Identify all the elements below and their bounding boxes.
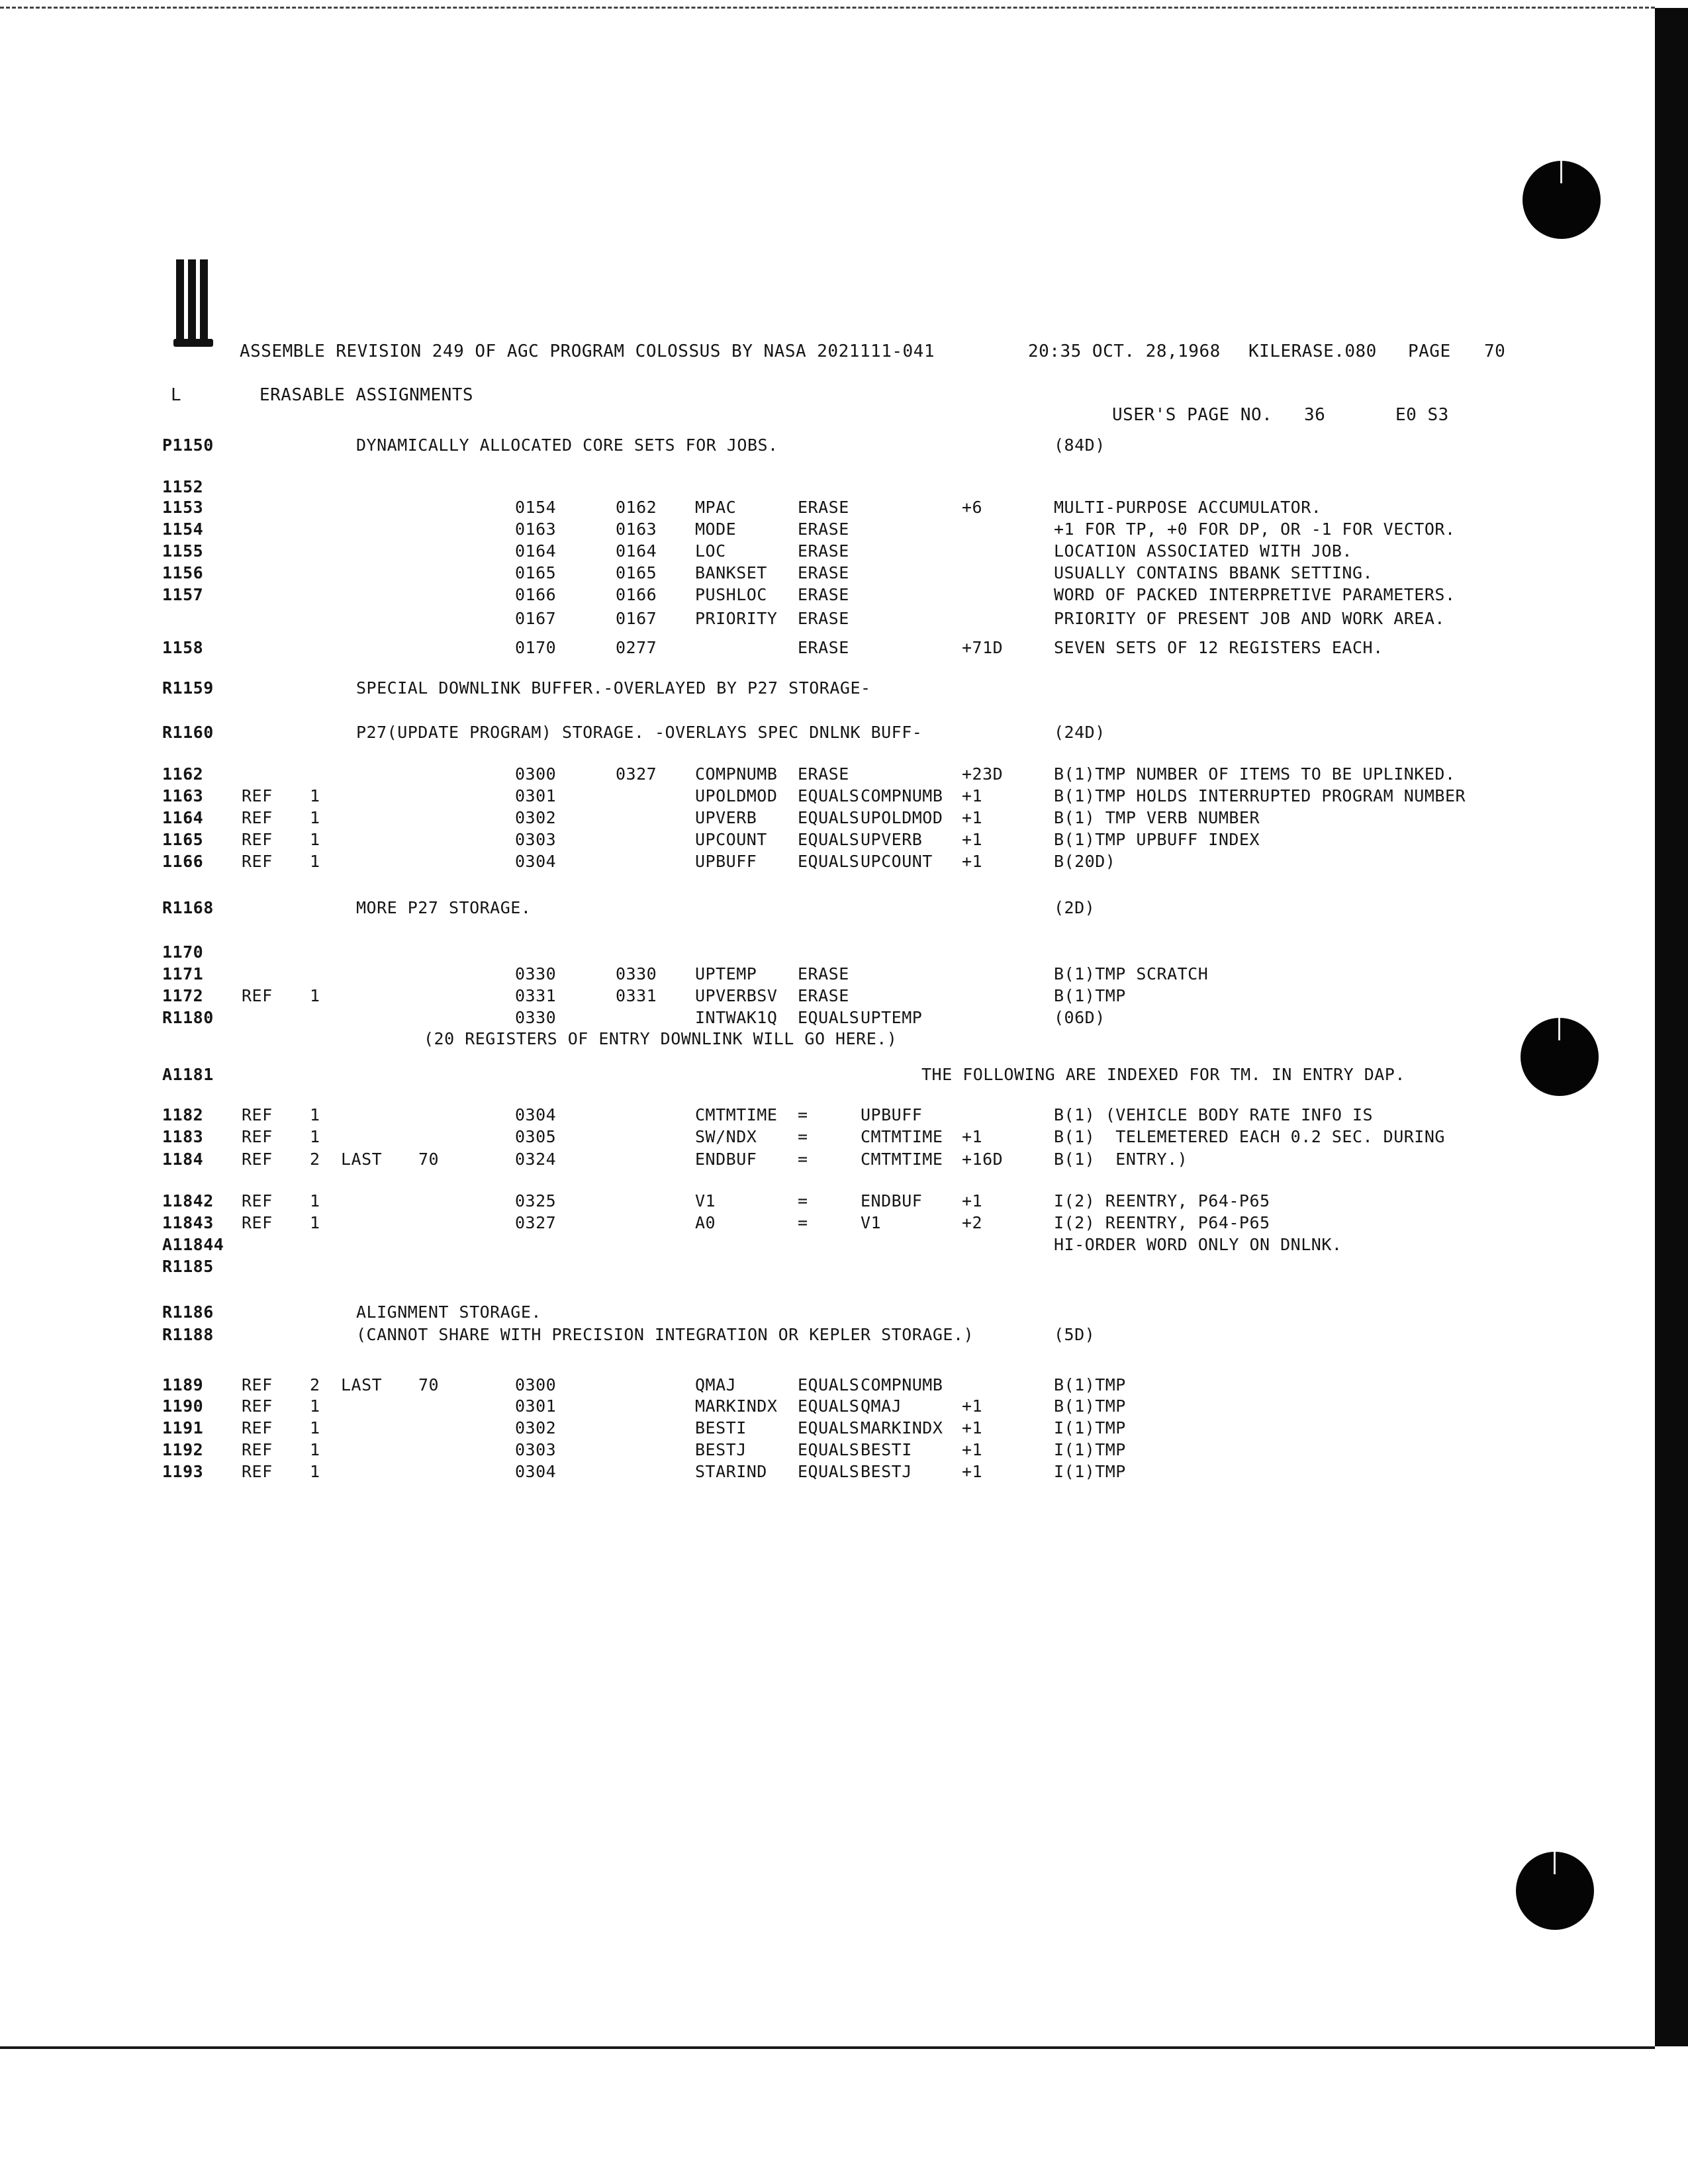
- symbol-name: UPCOUNT: [695, 830, 767, 849]
- listing-row: [0, 635, 1688, 661]
- directive: EQUALS: [798, 1440, 860, 1459]
- line-id: A11844: [162, 1235, 224, 1254]
- line-id: 1163: [162, 786, 204, 805]
- ref-count: 1: [310, 1105, 320, 1124]
- symbol-name: QMAJ: [695, 1375, 737, 1394]
- ref-count: 1: [310, 852, 320, 871]
- section-heading: DYNAMICALLY ALLOCATED CORE SETS FOR JOBS.: [356, 435, 778, 455]
- symbol-name: BANKSET: [695, 563, 767, 582]
- symbol-name: PRIORITY: [695, 609, 778, 628]
- line-id: 1155: [162, 541, 204, 561]
- directive: ERASE: [798, 764, 849, 784]
- symbol-name: UPVERBSV: [695, 986, 778, 1005]
- address-start: 0305: [515, 1127, 557, 1146]
- address-start: 0301: [515, 1396, 557, 1416]
- symbol-name: UPBUFF: [695, 852, 757, 871]
- last-label: LAST: [341, 1150, 383, 1169]
- section-heading: SPECIAL DOWNLINK BUFFER.-OVERLAYED BY P27 STORAGE-: [356, 678, 871, 698]
- comment: B(1) ENTRY.): [1054, 1150, 1188, 1169]
- directive: ERASE: [798, 520, 849, 539]
- address-end: 0330: [616, 964, 657, 983]
- listing-row: [0, 895, 1688, 921]
- comment: B(1) TMP VERB NUMBER: [1054, 808, 1260, 827]
- operand: UPCOUNT: [861, 852, 933, 871]
- comment: MULTI-PURPOSE ACCUMULATOR.: [1054, 498, 1322, 517]
- address-start: 0304: [515, 1462, 557, 1481]
- ref-flag: REF: [242, 1191, 273, 1210]
- symbol-name: MARKINDX: [695, 1396, 778, 1416]
- address-start: 0170: [515, 638, 557, 657]
- line-id: 1172: [162, 986, 204, 1005]
- section-title: ERASABLE ASSIGNMENTS: [259, 385, 474, 405]
- address-end: 0164: [616, 541, 657, 561]
- increment: +71D: [962, 638, 1004, 657]
- section-heading: ALIGNMENT STORAGE.: [356, 1302, 541, 1322]
- listing-row: [0, 1062, 1688, 1088]
- directive: ERASE: [798, 609, 849, 628]
- header-page-number: 70: [1484, 341, 1506, 361]
- directive: EQUALS: [798, 786, 860, 805]
- symbol-name: BESTJ: [695, 1440, 747, 1459]
- operand: ENDBUF: [861, 1191, 923, 1210]
- directive: EQUALS: [798, 852, 860, 871]
- address-start: 0302: [515, 808, 557, 827]
- operand: MARKINDX: [861, 1418, 943, 1437]
- line-id: 1191: [162, 1418, 204, 1437]
- listing-row: [0, 1459, 1688, 1485]
- operand: UPBUFF: [861, 1105, 923, 1124]
- punch-hole-bottom: [1516, 1852, 1594, 1930]
- symbol-name: UPTEMP: [695, 964, 757, 983]
- line-id: 11843: [162, 1213, 214, 1232]
- operand: V1: [861, 1213, 882, 1232]
- directive: EQUALS: [798, 830, 860, 849]
- ref-count: 1: [310, 1127, 320, 1146]
- header-datetime: 20:35 OCT. 28,1968: [1028, 341, 1221, 361]
- operand: UPOLDMOD: [861, 808, 943, 827]
- symbol-name: CMTMTIME: [695, 1105, 778, 1124]
- ref-count: 1: [310, 1418, 320, 1437]
- comment: B(1) (VEHICLE BODY RATE INFO IS: [1054, 1105, 1374, 1124]
- line-id: 1154: [162, 520, 204, 539]
- comment: I(2) REENTRY, P64-P65: [1054, 1191, 1270, 1210]
- increment: +16D: [962, 1150, 1004, 1169]
- last-page: 70: [418, 1150, 440, 1169]
- operand: QMAJ: [861, 1396, 902, 1416]
- comment: USUALLY CONTAINS BBANK SETTING.: [1054, 563, 1374, 582]
- directive: ERASE: [798, 964, 849, 983]
- ref-count: 1: [310, 1440, 320, 1459]
- operand: UPVERB: [861, 830, 923, 849]
- address-start: 0302: [515, 1418, 557, 1437]
- listing-row: [0, 1322, 1688, 1348]
- comment: SEVEN SETS OF 12 REGISTERS EACH.: [1054, 638, 1383, 657]
- line-id: R1188: [162, 1325, 214, 1344]
- listing-row: [0, 719, 1688, 746]
- user-page-label: USER'S PAGE NO.: [1112, 405, 1273, 425]
- address-start: 0327: [515, 1213, 557, 1232]
- ref-count: 1: [310, 1462, 320, 1481]
- ref-count: 1: [310, 986, 320, 1005]
- header-extra: E0 S3: [1395, 405, 1449, 425]
- symbol-name: BESTI: [695, 1418, 747, 1437]
- line-id: R1185: [162, 1257, 214, 1276]
- user-page-line: [0, 402, 1688, 428]
- directive: EQUALS: [798, 1462, 860, 1481]
- address-start: 0330: [515, 964, 557, 983]
- line-id: 1183: [162, 1127, 204, 1146]
- line-id: R1180: [162, 1008, 214, 1027]
- address-start: 0304: [515, 1105, 557, 1124]
- increment: +1: [962, 1191, 983, 1210]
- punch-hole-top: [1523, 161, 1601, 239]
- increment: +1: [962, 1462, 983, 1481]
- operand: COMPNUMB: [861, 786, 943, 805]
- line-id: 1166: [162, 852, 204, 871]
- ref-count: 1: [310, 1213, 320, 1232]
- comment: LOCATION ASSOCIATED WITH JOB.: [1054, 541, 1352, 561]
- directive: EQUALS: [798, 1418, 860, 1437]
- comment: B(1)TMP: [1054, 1375, 1126, 1394]
- section-heading: MORE P27 STORAGE.: [356, 898, 532, 917]
- address-start: 0304: [515, 852, 557, 871]
- listing-row: [0, 848, 1688, 875]
- operand: COMPNUMB: [861, 1375, 943, 1394]
- address-start: 0325: [515, 1191, 557, 1210]
- directive: ERASE: [798, 541, 849, 561]
- line-id: P1150: [162, 435, 214, 455]
- address-end: 0167: [616, 609, 657, 628]
- symbol-name: MPAC: [695, 498, 737, 517]
- note-text: (20 REGISTERS OF ENTRY DOWNLINK WILL GO HERE.): [424, 1029, 898, 1048]
- symbol-name: UPOLDMOD: [695, 786, 778, 805]
- line-id: 1165: [162, 830, 204, 849]
- directive: =: [798, 1213, 808, 1232]
- ref-count: 1: [310, 830, 320, 849]
- line-id: 11842: [162, 1191, 214, 1210]
- listing-row: [0, 432, 1688, 459]
- page-bottom-edge: [0, 2046, 1655, 2049]
- line-id: R1168: [162, 898, 214, 917]
- symbol-name: STARIND: [695, 1462, 767, 1481]
- address-start: 0167: [515, 609, 557, 628]
- directive: =: [798, 1150, 808, 1169]
- line-id: 1182: [162, 1105, 204, 1124]
- ref-flag: REF: [242, 1396, 273, 1416]
- ref-count: 2: [310, 1150, 320, 1169]
- directive: ERASE: [798, 585, 849, 604]
- directive: EQUALS: [798, 808, 860, 827]
- line-id: 1156: [162, 563, 204, 582]
- ref-flag: REF: [242, 1462, 273, 1481]
- comment: B(1)TMP UPBUFF INDEX: [1054, 830, 1260, 849]
- ref-flag: REF: [242, 1127, 273, 1146]
- line-id: 1192: [162, 1440, 204, 1459]
- directive: ERASE: [798, 638, 849, 657]
- operand: UPTEMP: [861, 1008, 923, 1027]
- address-end: 0331: [616, 986, 657, 1005]
- directive: EQUALS: [798, 1396, 860, 1416]
- ref-count: 1: [310, 1396, 320, 1416]
- comment: I(1)TMP: [1054, 1440, 1126, 1459]
- comment: I(1)TMP: [1054, 1418, 1126, 1437]
- increment: +1: [962, 1127, 983, 1146]
- comment: WORD OF PACKED INTERPRETIVE PARAMETERS.: [1054, 585, 1456, 604]
- increment: +1: [962, 1440, 983, 1459]
- symbol-name: ENDBUF: [695, 1150, 757, 1169]
- last-page: 70: [418, 1375, 440, 1394]
- line-id: R1159: [162, 678, 214, 698]
- line-id: 1170: [162, 942, 204, 962]
- directive: EQUALS: [798, 1008, 860, 1027]
- address-end: 0327: [616, 764, 657, 784]
- symbol-name: INTWAK1Q: [695, 1008, 778, 1027]
- comment: I(1)TMP: [1054, 1462, 1126, 1481]
- comment: B(1)TMP: [1054, 1396, 1126, 1416]
- increment: +1: [962, 1418, 983, 1437]
- address-start: 0300: [515, 764, 557, 784]
- address-start: 0324: [515, 1150, 557, 1169]
- ref-flag: REF: [242, 1150, 273, 1169]
- ref-flag: REF: [242, 1418, 273, 1437]
- operand: CMTMTIME: [861, 1127, 943, 1146]
- address-start: 0331: [515, 986, 557, 1005]
- comment: B(1)TMP SCRATCH: [1054, 964, 1209, 983]
- ref-count: 1: [310, 1191, 320, 1210]
- listing-row: [0, 606, 1688, 632]
- last-label: LAST: [341, 1375, 383, 1394]
- increment: +1: [962, 786, 983, 805]
- increment: +1: [962, 830, 983, 849]
- line-id: 1152: [162, 477, 204, 496]
- symbol-name: UPVERB: [695, 808, 757, 827]
- line-id: R1160: [162, 723, 214, 742]
- line-id: 1193: [162, 1462, 204, 1481]
- ref-flag: REF: [242, 1213, 273, 1232]
- line-id: A1181: [162, 1065, 214, 1084]
- increment: +23D: [962, 764, 1004, 784]
- address-start: 0303: [515, 1440, 557, 1459]
- header-title: ASSEMBLE REVISION 249 OF AGC PROGRAM COLOSSUS BY NASA 2021111-041: [240, 341, 935, 361]
- address-start: 0163: [515, 520, 557, 539]
- line-id: 1157: [162, 585, 204, 604]
- comment: B(1)TMP HOLDS INTERRUPTED PROGRAM NUMBER: [1054, 786, 1466, 805]
- symbol-name: A0: [695, 1213, 716, 1232]
- address-start: 0330: [515, 1008, 557, 1027]
- increment: +6: [962, 498, 983, 517]
- symbol-name: PUSHLOC: [695, 585, 767, 604]
- increment: +2: [962, 1213, 983, 1232]
- symbol-name: SW/NDX: [695, 1127, 757, 1146]
- increment: +1: [962, 1396, 983, 1416]
- comment: PRIORITY OF PRESENT JOB AND WORK AREA.: [1054, 609, 1445, 628]
- comment: (84D): [1054, 435, 1105, 455]
- header-page-label: PAGE: [1408, 341, 1451, 361]
- directive: =: [798, 1127, 808, 1146]
- line-id: 1190: [162, 1396, 204, 1416]
- listing-row: [0, 1253, 1688, 1280]
- listing-row: [0, 1026, 1688, 1052]
- address-start: 0165: [515, 563, 557, 582]
- comment: (06D): [1054, 1008, 1105, 1027]
- ref-flag: REF: [242, 808, 273, 827]
- following-note: THE FOLLOWING ARE INDEXED FOR TM. IN ENTRY DAP.: [921, 1065, 1405, 1084]
- directive: ERASE: [798, 986, 849, 1005]
- listing-row: [0, 1146, 1688, 1173]
- l-label: L: [171, 385, 182, 405]
- ref-flag: REF: [242, 786, 273, 805]
- address-end: 0165: [616, 563, 657, 582]
- line-id: 1153: [162, 498, 204, 517]
- line-id: 1164: [162, 808, 204, 827]
- ref-flag: REF: [242, 986, 273, 1005]
- directive: =: [798, 1105, 808, 1124]
- address-start: 0154: [515, 498, 557, 517]
- user-page-number: 36: [1304, 405, 1326, 425]
- address-end: 0163: [616, 520, 657, 539]
- comment: B(1) TELEMETERED EACH 0.2 SEC. DURING: [1054, 1127, 1445, 1146]
- comment: B(20D): [1054, 852, 1116, 871]
- directive: EQUALS: [798, 1375, 860, 1394]
- directive: ERASE: [798, 498, 849, 517]
- address-start: 0166: [515, 585, 557, 604]
- section-heading: P27(UPDATE PROGRAM) STORAGE. -OVERLAYS SPEC DNLNK BUFF-: [356, 723, 923, 742]
- address-end: 0162: [616, 498, 657, 517]
- line-id: 1171: [162, 964, 204, 983]
- line-id: R1186: [162, 1302, 214, 1322]
- ref-count: 2: [310, 1375, 320, 1394]
- symbol-name: LOC: [695, 541, 726, 561]
- address-start: 0300: [515, 1375, 557, 1394]
- binder-clip-mark: [173, 259, 213, 349]
- address-start: 0301: [515, 786, 557, 805]
- section-heading: (CANNOT SHARE WITH PRECISION INTEGRATION OR KEPLER STORAGE.): [356, 1325, 974, 1344]
- symbol-name: MODE: [695, 520, 737, 539]
- ref-flag: REF: [242, 1105, 273, 1124]
- address-end: 0277: [616, 638, 657, 657]
- increment: +1: [962, 808, 983, 827]
- comment: B(1)TMP NUMBER OF ITEMS TO BE UPLINKED.: [1054, 764, 1456, 784]
- address-end: 0166: [616, 585, 657, 604]
- line-id: 1162: [162, 764, 204, 784]
- symbol-name: V1: [695, 1191, 716, 1210]
- listing-row: [0, 675, 1688, 702]
- listing-row: [0, 582, 1688, 608]
- ref-flag: REF: [242, 1375, 273, 1394]
- line-id: 1189: [162, 1375, 204, 1394]
- ref-flag: REF: [242, 852, 273, 871]
- address-start: 0164: [515, 541, 557, 561]
- ref-flag: REF: [242, 1440, 273, 1459]
- operand: BESTI: [861, 1440, 912, 1459]
- header-module: KILERASE.080: [1248, 341, 1377, 361]
- ref-count: 1: [310, 808, 320, 827]
- operand: CMTMTIME: [861, 1150, 943, 1169]
- comment: HI-ORDER WORD ONLY ON DNLNK.: [1054, 1235, 1342, 1254]
- comment: (5D): [1054, 1325, 1096, 1344]
- comment: (2D): [1054, 898, 1096, 917]
- page-top-edge: [0, 7, 1655, 9]
- ref-count: 1: [310, 786, 320, 805]
- symbol-name: COMPNUMB: [695, 764, 778, 784]
- directive: =: [798, 1191, 808, 1210]
- ref-flag: REF: [242, 830, 273, 849]
- line-id: 1184: [162, 1150, 204, 1169]
- comment: B(1)TMP: [1054, 986, 1126, 1005]
- header-line: [0, 338, 1688, 365]
- directive: ERASE: [798, 563, 849, 582]
- comment: +1 FOR TP, +0 FOR DP, OR -1 FOR VECTOR.: [1054, 520, 1456, 539]
- line-id: 1158: [162, 638, 204, 657]
- comment: I(2) REENTRY, P64-P65: [1054, 1213, 1270, 1232]
- operand: BESTJ: [861, 1462, 912, 1481]
- address-start: 0303: [515, 830, 557, 849]
- comment: (24D): [1054, 723, 1105, 742]
- increment: +1: [962, 852, 983, 871]
